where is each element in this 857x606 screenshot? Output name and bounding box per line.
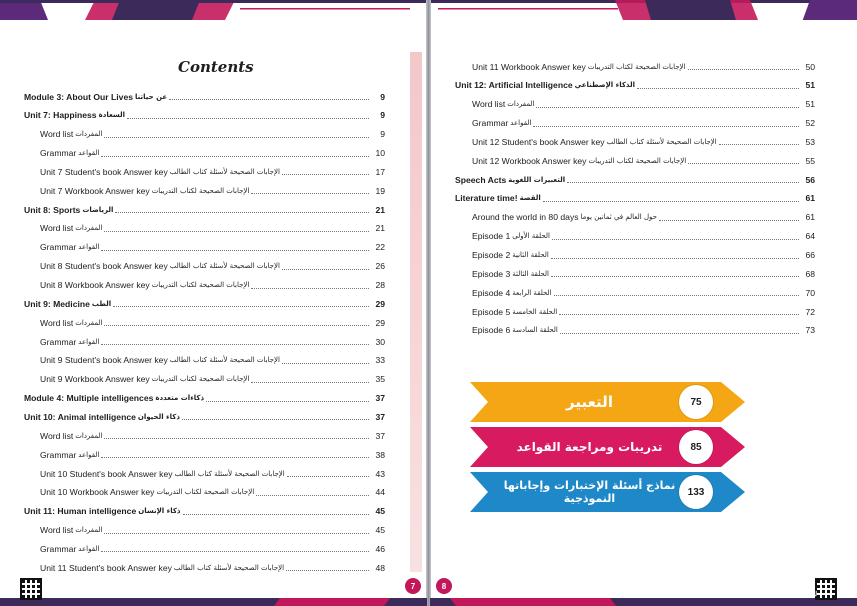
toc-entry-page: 30 bbox=[375, 336, 385, 347]
toc-entry-title: Grammar bbox=[40, 242, 77, 253]
arrow-label: تدريبات ومراجعة القواعد bbox=[516, 439, 663, 454]
toc-entry bbox=[40, 315, 385, 330]
toc-entry-page: 10 bbox=[375, 148, 385, 159]
dot-leader bbox=[115, 212, 369, 213]
toc-entry bbox=[40, 183, 385, 198]
dot-leader bbox=[719, 144, 799, 145]
right-qr-code bbox=[815, 578, 837, 600]
dot-leader bbox=[104, 325, 369, 326]
toc-entry-arabic: المفردات bbox=[75, 130, 103, 139]
toc-entry-arabic: الرياضات bbox=[82, 205, 114, 214]
toc-entry-arabic: القواعد bbox=[78, 544, 100, 553]
arrow-page-badge: 75 bbox=[679, 385, 713, 419]
dot-leader bbox=[560, 333, 799, 334]
toc-entry-title: Module 3: About Our Lives bbox=[24, 91, 134, 102]
toc-entry-arabic: المفردات bbox=[75, 224, 103, 233]
toc-entry bbox=[472, 116, 815, 131]
toc-entry-title: Unit 12 Student's book Answer key bbox=[472, 136, 605, 147]
toc-entry-title: Unit 8: Sports bbox=[24, 204, 81, 215]
toc-entry bbox=[40, 466, 385, 481]
toc-entry-page: 19 bbox=[375, 185, 385, 196]
toc-entry-page: 28 bbox=[375, 280, 385, 290]
toc-entry-page: 9 bbox=[380, 110, 385, 121]
toc-entry-page: 44 bbox=[375, 487, 385, 498]
contents-title: Contents bbox=[178, 58, 254, 76]
toc-entry-title: Literature time! bbox=[455, 193, 518, 204]
toc-entry-arabic: القواعد bbox=[78, 149, 100, 158]
toc-entry-title: Episode 5 bbox=[472, 306, 511, 317]
arrow-page-badge: 133 bbox=[679, 475, 713, 509]
toc-entry-page: 22 bbox=[375, 242, 385, 253]
book-spine bbox=[426, 0, 431, 606]
toc-entry bbox=[40, 447, 385, 462]
toc-entry bbox=[472, 229, 815, 244]
toc-entry-arabic: الإجابات الصحيحة لأسئلة كتاب الطالب bbox=[169, 167, 280, 176]
toc-entry bbox=[40, 259, 385, 274]
dot-leader bbox=[251, 193, 369, 194]
toc-entry-page: 53 bbox=[805, 136, 815, 147]
toc-entry bbox=[472, 266, 815, 281]
toc-entry-page: 37 bbox=[375, 411, 385, 422]
toc-entry-arabic: الحلقة الثالثة bbox=[512, 269, 549, 278]
toc-entry-page: 21 bbox=[375, 204, 385, 215]
toc-entry bbox=[40, 485, 385, 500]
toc-entry-page: 66 bbox=[805, 250, 815, 260]
toc-entry-page: 73 bbox=[805, 325, 815, 336]
dot-leader bbox=[533, 126, 799, 127]
toc-entry-page: 37 bbox=[375, 430, 385, 441]
section-arrow bbox=[470, 380, 745, 424]
footer-phone: 55194267 bbox=[365, 589, 394, 596]
dot-leader bbox=[552, 239, 799, 240]
toc-entry-arabic: عن حياتنا bbox=[135, 92, 168, 101]
toc-entry-page: 26 bbox=[375, 261, 385, 272]
toc-entry-arabic: الذكاء الإصطناعي bbox=[574, 81, 635, 90]
toc-entry-arabic: الحلقة الثانية bbox=[512, 251, 549, 259]
dot-leader bbox=[282, 269, 369, 270]
toc-entry-page: 45 bbox=[375, 525, 385, 536]
toc-entry-title: Word list bbox=[40, 129, 74, 140]
dot-leader bbox=[206, 401, 369, 402]
toc-entry-page: 56 bbox=[805, 174, 815, 185]
toc-entry-arabic: الحلقة الأولى bbox=[512, 232, 550, 241]
decorative-strip bbox=[410, 52, 422, 572]
toc-entry bbox=[40, 278, 385, 293]
toc-entry bbox=[455, 172, 815, 187]
dot-leader bbox=[101, 457, 369, 458]
toc-entry-title: Word list bbox=[40, 223, 74, 234]
toc-entry bbox=[24, 296, 385, 311]
dot-leader bbox=[104, 231, 369, 232]
dot-leader bbox=[543, 201, 799, 202]
dot-leader bbox=[101, 250, 369, 251]
toc-entry-title: Episode 2 bbox=[472, 250, 511, 260]
toc-entry-title: Unit 9 Student's book Answer key bbox=[40, 355, 168, 366]
toc-entry bbox=[40, 560, 385, 575]
toc-entry bbox=[24, 89, 385, 104]
dot-leader bbox=[183, 514, 370, 515]
dot-leader bbox=[182, 419, 369, 420]
toc-entry-page: 70 bbox=[805, 287, 815, 298]
toc-entry-page: 29 bbox=[375, 317, 385, 328]
toc-entry-page: 35 bbox=[375, 374, 385, 385]
toc-entry-title: Unit 7: Happiness bbox=[24, 110, 97, 121]
toc-entry bbox=[40, 353, 385, 368]
toc-entry-title: Unit 9 Workbook Answer key bbox=[40, 374, 150, 385]
toc-entry bbox=[472, 97, 815, 112]
toc-entry-arabic: القصة bbox=[519, 194, 541, 203]
dot-leader bbox=[559, 314, 799, 315]
toc-entry-page: 61 bbox=[805, 212, 815, 223]
toc-entry-arabic: الحلقة السادسة bbox=[512, 326, 558, 335]
toc-entry-arabic: المفردات bbox=[75, 526, 103, 535]
toc-entry bbox=[40, 164, 385, 179]
toc-entry-page: 21 bbox=[375, 223, 385, 234]
toc-entry-page: 37 bbox=[375, 393, 385, 404]
toc-entry bbox=[40, 146, 385, 161]
dot-leader bbox=[101, 156, 369, 157]
dot-leader bbox=[251, 288, 369, 289]
toc-entry-title: Grammar bbox=[40, 543, 77, 554]
toc-entry bbox=[472, 59, 815, 74]
arrow-label: التعبير bbox=[566, 393, 613, 411]
footer-website: www.al-morshid.net bbox=[290, 589, 352, 596]
dot-leader bbox=[554, 295, 799, 296]
toc-entry-title: Unit 10: Animal intelligence bbox=[24, 411, 136, 422]
toc-entry-page: 48 bbox=[375, 562, 385, 573]
dot-leader bbox=[101, 551, 369, 552]
dot-leader bbox=[169, 99, 369, 100]
toc-entry bbox=[455, 78, 815, 93]
dot-leader bbox=[536, 107, 799, 108]
dot-leader bbox=[688, 69, 800, 70]
toc-entry-page: 55 bbox=[805, 155, 815, 166]
toc-entry-title: Unit 11: Human intelligence bbox=[24, 506, 137, 517]
toc-entry-arabic: القواعد bbox=[78, 450, 100, 459]
toc-entry-page: 43 bbox=[375, 468, 385, 479]
toc-entry-arabic: الإجابات الصحيحة لكتاب التدريبات bbox=[151, 186, 250, 195]
toc-entry-title: Unit 12 Workbook Answer key bbox=[472, 155, 587, 166]
toc-entry-title: Grammar bbox=[40, 148, 77, 159]
toc-entry-arabic: الإجابات الصحيحة لأسئلة كتاب الطالب bbox=[606, 137, 717, 146]
toc-entry-arabic: الإجابات الصحيحة لكتاب التدريبات bbox=[151, 375, 250, 384]
toc-entry-title: Unit 11 Workbook Answer key bbox=[472, 61, 586, 72]
toc-entry-page: 33 bbox=[375, 355, 385, 366]
toc-entry bbox=[40, 240, 385, 255]
toc-entry bbox=[472, 134, 815, 149]
toc-entry-page: 72 bbox=[805, 306, 815, 317]
toc-entry-arabic: الإجابات الصحيحة لأسئلة كتاب الطالب bbox=[174, 469, 285, 478]
toc-entry-arabic: الطب bbox=[91, 299, 112, 308]
dot-leader bbox=[567, 182, 799, 183]
toc-entry bbox=[24, 108, 385, 123]
dot-leader bbox=[637, 88, 799, 89]
toc-entry-arabic: التعبيرات اللغوية bbox=[508, 175, 566, 184]
dot-leader bbox=[104, 137, 369, 138]
toc-entry-title: Around the world in 80 days bbox=[472, 212, 579, 223]
toc-entry-arabic: الإجابات الصحيحة لأسئلة كتاب الطالب bbox=[169, 356, 280, 365]
toc-entry-title: Grammar bbox=[472, 118, 509, 129]
toc-entry-page: 45 bbox=[375, 506, 385, 517]
toc-entry-page: 9 bbox=[380, 129, 385, 140]
toc-entry bbox=[24, 409, 385, 424]
dot-leader bbox=[551, 276, 799, 277]
toc-entry-page: 51 bbox=[805, 99, 815, 110]
dot-leader bbox=[104, 533, 369, 534]
toc-entry bbox=[24, 391, 385, 406]
toc-entry-arabic: الإجابات الصحيحة لأسئلة كتاب الطالب bbox=[169, 262, 280, 271]
toc-entry-arabic: السعادة bbox=[98, 111, 126, 120]
toc-entry bbox=[24, 504, 385, 519]
dot-leader bbox=[286, 570, 369, 571]
left-qr-code bbox=[20, 578, 42, 600]
toc-entry-title: Word list bbox=[40, 317, 74, 328]
dot-leader bbox=[127, 118, 369, 119]
arrow-label: نماذج أسئلة الإختبارات وإجاباتها النموذجية bbox=[503, 478, 676, 505]
dot-leader bbox=[659, 220, 799, 221]
toc-entry-title: Speech Acts bbox=[455, 174, 507, 185]
toc-entry-arabic: القواعد bbox=[510, 119, 532, 128]
toc-entry-arabic: الإجابات الصحيحة لكتاب التدريبات bbox=[587, 62, 686, 71]
toc-entry-arabic: ذكاءات متعددة bbox=[155, 394, 205, 403]
toc-entry-arabic: الإجابات الصحيحة لكتاب التدريبات bbox=[151, 281, 250, 289]
toc-entry-title: Grammar bbox=[40, 449, 77, 460]
toc-entry-page: 38 bbox=[375, 449, 385, 460]
toc-entry bbox=[40, 221, 385, 236]
section-arrow bbox=[470, 470, 745, 514]
toc-entry-page: 29 bbox=[375, 298, 385, 309]
toc-entry bbox=[40, 372, 385, 387]
toc-entry-title: Episode 3 bbox=[472, 268, 511, 279]
toc-entry bbox=[455, 191, 815, 206]
toc-entry-title: Episode 4 bbox=[472, 287, 511, 298]
toc-entry-page: 61 bbox=[805, 193, 815, 204]
right-top-banner bbox=[430, 0, 857, 20]
toc-entry-page: 46 bbox=[375, 543, 385, 554]
dot-leader bbox=[282, 174, 369, 175]
toc-entry-title: Unit 7 Student's book Answer key bbox=[40, 166, 168, 177]
toc-entry bbox=[40, 127, 385, 142]
toc-entry bbox=[472, 285, 815, 300]
toc-entry-title: Word list bbox=[40, 525, 74, 536]
dot-leader bbox=[287, 476, 369, 477]
footer-contact-text: للاستفسار والشكاوى والطلبات bbox=[735, 591, 818, 598]
arrow-page-badge: 85 bbox=[679, 430, 713, 464]
dot-leader bbox=[113, 306, 369, 307]
left-page-number: 7 bbox=[405, 578, 421, 594]
section-arrow bbox=[470, 425, 745, 469]
toc-entry-title: Unit 11 Student's book Answer key bbox=[40, 562, 172, 573]
toc-entry bbox=[472, 153, 815, 168]
toc-entry-page: 64 bbox=[805, 231, 815, 242]
toc-entry-arabic: المفردات bbox=[75, 431, 103, 440]
dot-leader bbox=[282, 363, 369, 364]
toc-entry-title: Episode 6 bbox=[472, 325, 511, 336]
toc-entry bbox=[40, 523, 385, 538]
toc-entry-arabic: الإجابات الصحيحة لكتاب التدريبات bbox=[588, 156, 687, 165]
toc-entry-arabic: ذكاء الإنسان bbox=[138, 507, 181, 516]
toc-entry-title: Unit 10 Workbook Answer key bbox=[40, 487, 155, 498]
toc-entry bbox=[40, 541, 385, 556]
toc-entry-arabic: القواعد bbox=[78, 337, 100, 346]
toc-entry-title: Unit 12: Artificial Intelligence bbox=[455, 80, 573, 91]
toc-entry-page: 17 bbox=[375, 166, 385, 177]
toc-entry bbox=[40, 334, 385, 349]
toc-entry-arabic: حول العالم في ثمانين يوما bbox=[580, 213, 657, 222]
dot-leader bbox=[256, 495, 369, 496]
toc-entry bbox=[40, 428, 385, 443]
toc-entry-arabic: القواعد bbox=[78, 243, 100, 252]
toc-entry-title: Word list bbox=[472, 99, 506, 110]
toc-entry-page: 51 bbox=[805, 80, 815, 91]
toc-entry-title: Unit 7 Workbook Answer key bbox=[40, 185, 150, 196]
toc-entry-arabic: الحلقة الرابعة bbox=[512, 288, 552, 297]
dot-leader bbox=[251, 382, 369, 383]
toc-entry bbox=[24, 202, 385, 217]
toc-entry-page: 52 bbox=[805, 118, 815, 129]
toc-entry-page: 68 bbox=[805, 268, 815, 279]
toc-entry-arabic: الإجابات الصحيحة لأسئلة كتاب الطالب bbox=[173, 563, 285, 572]
left-footer-bar bbox=[0, 586, 427, 606]
toc-entry-title: Word list bbox=[40, 430, 74, 441]
toc-entry bbox=[472, 210, 815, 225]
toc-entry-arabic: ذكاء الحيوان bbox=[137, 412, 180, 421]
toc-entry bbox=[472, 323, 815, 338]
toc-entry-title: Unit 8 Student's book Answer key bbox=[40, 261, 168, 272]
toc-entry-arabic: المفردات bbox=[507, 100, 535, 109]
toc-entry bbox=[472, 304, 815, 319]
toc-entry-title: Unit 10 Student's book Answer key bbox=[40, 468, 173, 479]
dot-leader bbox=[551, 258, 799, 259]
toc-entry-page: 9 bbox=[380, 91, 385, 102]
dot-leader bbox=[101, 344, 369, 345]
toc-entry-arabic: الحلقة الخامسة bbox=[512, 307, 558, 316]
toc-entry-title: Module 4: Multiple intelligences bbox=[24, 393, 154, 404]
toc-entry-title: Grammar bbox=[40, 336, 77, 347]
dot-leader bbox=[104, 438, 369, 439]
toc-entry bbox=[472, 248, 815, 263]
dot-leader bbox=[688, 163, 799, 164]
toc-entry-title: Unit 9: Medicine bbox=[24, 298, 90, 309]
toc-entry-title: Unit 8 Workbook Answer key bbox=[40, 280, 150, 290]
toc-entry-title: Episode 1 bbox=[472, 231, 511, 242]
toc-entry-arabic: المفردات bbox=[75, 318, 103, 327]
toc-entry-arabic: الإجابات الصحيحة لكتاب التدريبات bbox=[156, 488, 255, 497]
right-page-number: 8 bbox=[436, 578, 452, 594]
left-top-banner bbox=[0, 0, 427, 20]
toc-entry-page: 50 bbox=[805, 61, 815, 72]
